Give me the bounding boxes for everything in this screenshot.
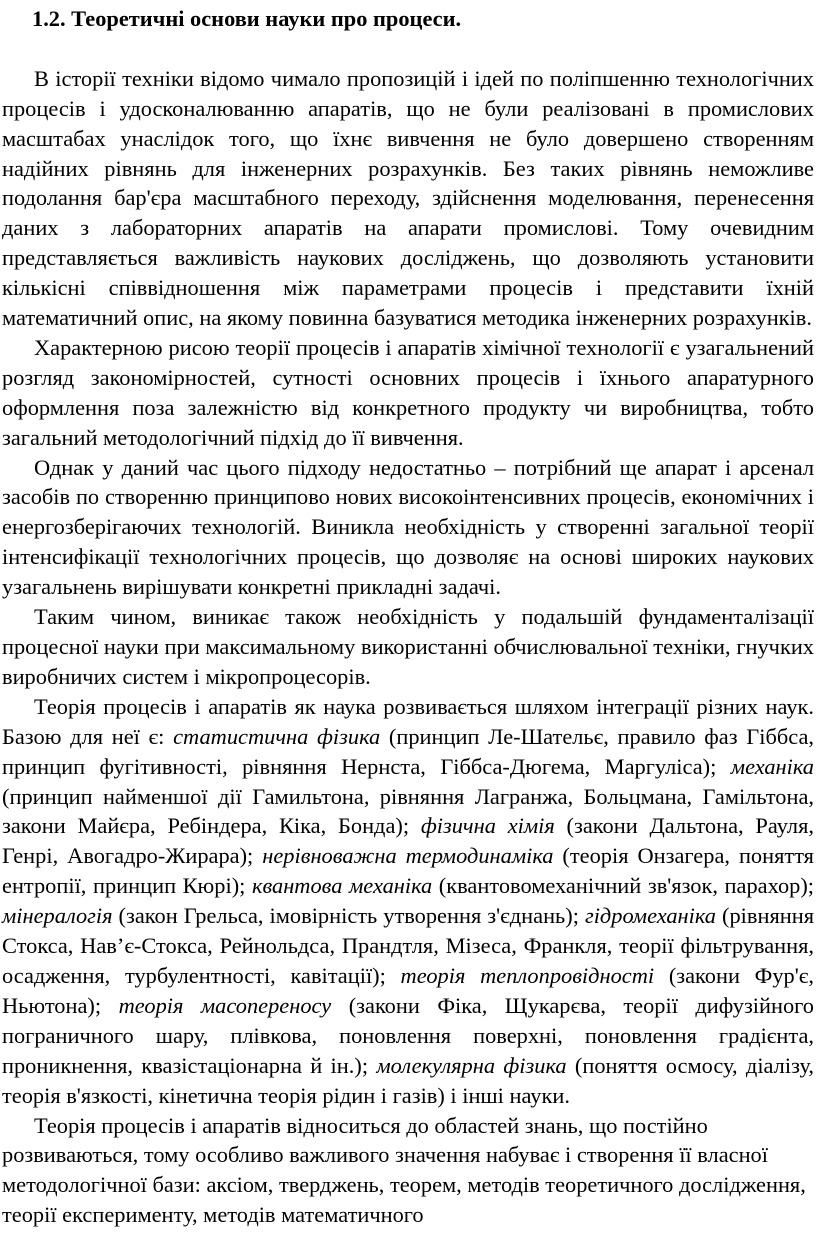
sciences-text: Теорія процесів і апаратів як наука розвивається шляхом інтеграції різних наук. Базою для неї є: [2,693,814,749]
sciences-text: (закон Грельса, імовірність утворення з'єднань); [112,903,585,929]
sciences-text: (поняття осмосу, діалізу, теорія в'язкості, кінетична теорія рідин і газів) і інші науки. [2,1052,814,1108]
science-term: мінералогія [2,903,113,929]
science-term: фізична хімія [420,813,555,839]
sciences-text: (закони Фіка, Щукарєва, теорії дифузійного пограничного шару, плівкова, поновлення поверхні, поновлення градієнта, проникнення, квазістаціонарна й ін.); [2,992,814,1078]
paragraph-approach: Однак у даний час цього підходу недостатньо – потрібний ще апарат і арсенал засобів по створенню принципово нових високоінтенсивних процесів, економічних і енергозберігаючих технологій. Виникла необхідність у створенні загальної теорії інтенсифікації технологічних процесів, що дозволяє на основі широких наукових узагальнень вирішувати конкретні прикладні задачі. [2,454,814,600]
science-term: теорія масопереносу [118,992,332,1018]
paragraph-sciences [2,692,814,1111]
science-term: квантова механіка [251,873,433,899]
sciences-text: (принцип Ле-Шательє, правило фаз Гіббса, принцип фугітивності, рівняння Нернста, Гіббса-Дюгема, Маргуліса); [2,723,814,779]
sciences-text: (закони Фур'є, Ньютона); [2,962,814,1018]
paragraph-characteristic: Характерною рисою теорії процесів і апаратів хімічної технології є узагальнений розгляд закономірностей, сутності основних процесів і їхнього апаратурного оформлення поза залежністю від конкретного продукту чи виробництва, тобто загальний методологічний підхід до її вивчення. [2,334,814,450]
sciences-text: (квантовомеханічний зв'язок, парахор); [432,873,815,899]
science-term: гідромеханіка [584,903,716,929]
paragraph-methodology: Теорія процесів і апаратів відноситься до областей знань, що постійно розвиваються, тому особливо важливого значення набуває і створення її власної методологічної бази: аксіом, тверджень, теорем, методів теоретичного дослідження, теорії експерименту, методів математичного [2,1112,806,1228]
sciences-text: (принцип найменшої дії Гамильтона, рівняння Лагранжа, Больцмана, Гамільтона, закони Майєра, Ребіндера, Кіка, Бонда); [2,783,814,839]
sciences-text: (рівняння Стокса, Нав’є-Стокса, Рейнольдса, Прандтля, Мізеса, Франкля, теорії фільтрування, осадження, турбулентності, кавітації); [2,903,815,988]
paragraph-history: В історії техніки відомо чимало пропозицій і ідей по поліпшенню технологічних процесів і удосконалюванню апаратів, що не були реалізовані в промислових масштабах унаслідок того, що їхнє вивчення не було довершено створенням надійних рівнянь для інженерних розрахунків. Без таких рівнянь неможливе подолання бар'єра масштабного переходу, здійснення моделювання, перенесення даних з лабораторних апаратів на апарати промислові. Тому очевидним представляється важливість наукових досліджень, що дозволяють установити кількісні співвідношення між параметрами процесів і представити їхній математичний опис, на якому повинна базуватися методика інженерних розрахунків. [2,65,814,331]
science-term: теорія теплопровідності [400,962,655,988]
science-term: молекулярна фізика [376,1052,567,1078]
science-term: нерівноважна термодинаміка [262,843,554,869]
section-heading: 1.2. Теоретичні основи науки про процеси. [32,6,462,31]
paragraph-fundamentalization: Таким чином, виникає також необхідність у подальшій фундаменталізації процесної науки при максимальному використанні обчислювальної техніки, гнучких виробничих систем і мікропроцесорів. [2,604,814,689]
sciences-text: (теорія Онзагера, поняття ентропії, принцип Кюрі); [2,843,814,899]
sciences-text: (закони Дальтона, Рауля, Генрі, Авогадро-Жирара); [2,813,814,869]
science-term: механіка [730,753,814,779]
science-term: статистична фізика [173,723,381,749]
